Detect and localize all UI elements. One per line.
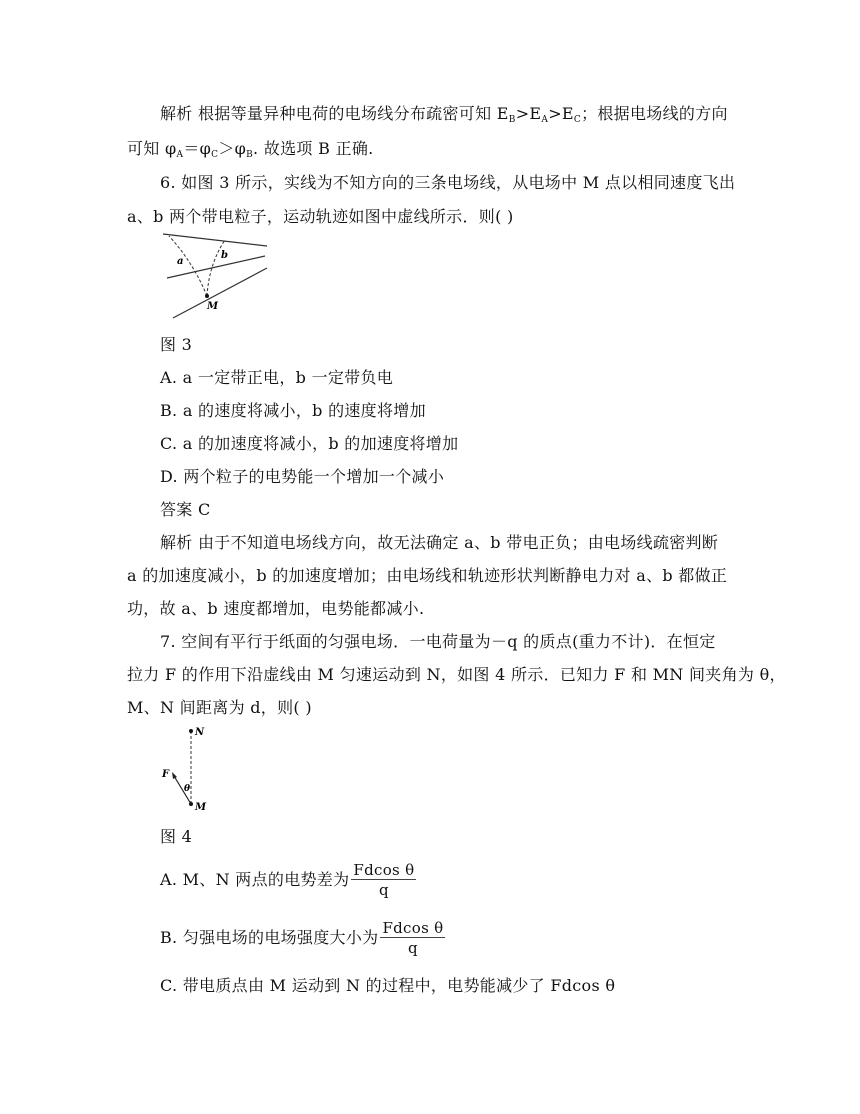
label-F: F <box>162 769 170 780</box>
text: ＝φ <box>183 139 212 158</box>
label-M: M <box>195 802 207 813</box>
q6-analysis-line2: a 的加速度减小，b 的加速度增加；由电场线和轨迹形状判断静电力对 a、b 都做正 <box>127 566 728 585</box>
subscript: B <box>508 115 516 125</box>
text: >E <box>548 104 574 123</box>
subscript: B <box>246 150 254 160</box>
subscript: C <box>573 115 582 125</box>
label-N: N <box>195 727 205 738</box>
text: 可知 φ <box>127 139 177 158</box>
q6-analysis-line3: 功，故 a、b 速度都增加，电势能都减小. <box>127 599 425 618</box>
q6-option-a: A. a 一定带正电，b 一定带负电 <box>160 368 394 387</box>
q6-analysis-line1: 解析 由于不知道电场线方向，故无法确定 a、b 带电正负；由电场线疏密判断 <box>160 533 719 552</box>
field-line-top <box>163 234 267 246</box>
point-M <box>205 294 209 298</box>
denominator: q <box>408 939 418 957</box>
fraction <box>380 919 445 958</box>
numerator: Fdcos θ <box>382 919 444 937</box>
text: ；根据电场线的方向 <box>581 104 728 123</box>
option-text: B. 匀强电场的电场强度大小为 <box>160 928 379 947</box>
q7-stem-line1: 7. 空间有平行于纸面的匀强电场．一电荷量为－q 的质点(重力不计)．在恒定 <box>160 632 716 651</box>
fraction <box>351 861 416 900</box>
option-text: A. M、N 两点的电势差为 <box>160 870 350 889</box>
arrow-head <box>172 772 177 779</box>
q6-option-d: D. 两个粒子的电势能一个增加一个减小 <box>160 467 445 486</box>
q6-stem-line1: 6. 如图 3 所示，实线为不知方向的三条电场线，从电场中 M 点以相同速度飞出 <box>160 173 736 192</box>
q7-option-c: C. 带电质点由 M 运动到 N 的过程中，电势能减少了 Fdcos θ <box>160 976 616 995</box>
text: >E <box>515 104 542 123</box>
label-M: M <box>207 301 219 312</box>
figure-4 <box>156 722 212 814</box>
subscript: C <box>211 150 219 160</box>
label-b: b <box>221 250 228 261</box>
subscript: A <box>176 150 184 160</box>
subscript: A <box>541 115 549 125</box>
analysis5-line1 <box>160 104 728 130</box>
text: 解析 根据等量异种电荷的电场线分布疏密可知 E <box>160 104 509 123</box>
q7-figure-caption: 图 4 <box>160 827 193 846</box>
numerator: Fdcos θ <box>353 861 415 879</box>
text: . 故选项 B 正确. <box>253 139 374 158</box>
q7-option-a <box>160 860 416 900</box>
q7-option-b <box>160 918 445 958</box>
figure-3 <box>155 230 273 322</box>
text: ＞φ <box>218 139 247 158</box>
field-line-bottom <box>173 268 267 318</box>
q6-figure-caption: 图 3 <box>160 335 193 354</box>
q6-option-c: C. a 的加速度将减小，b 的加速度将增加 <box>160 434 459 453</box>
label-theta: θ <box>184 784 191 794</box>
q7-stem-line3: M、N 间距离为 d，则( ) <box>127 698 312 717</box>
q6-stem-line2: a、b 两个带电粒子，运动轨迹如图中虚线所示．则( ) <box>127 207 514 226</box>
q6-answer: 答案 C <box>160 500 211 519</box>
denominator: q <box>378 881 389 899</box>
label-a: a <box>177 256 184 267</box>
analysis5-line2 <box>127 139 374 165</box>
point-N <box>189 729 193 733</box>
q6-option-b: B. a 的速度将减小，b 的速度将增加 <box>160 401 426 420</box>
q7-stem-line2: 拉力 F 的作用下沿虚线由 M 匀速运动到 N，如图 4 所示．已知力 F 和 MN 间夹角为 θ， <box>127 665 786 684</box>
trajectory-a <box>169 236 207 296</box>
